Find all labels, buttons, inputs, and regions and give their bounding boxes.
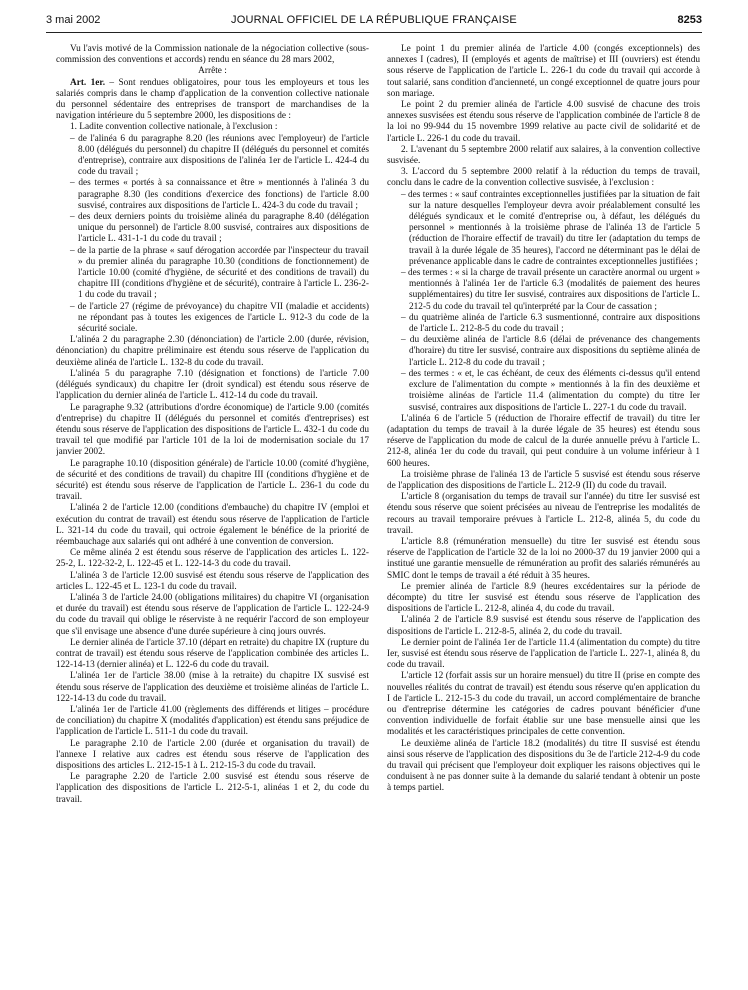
numbered-item: 1. Ladite convention collective nationale, à l'exclusion : bbox=[70, 122, 278, 133]
header-date: 3 mai 2002 bbox=[46, 14, 101, 26]
paragraph: Le premier alinéa de l'article 8.9 (heures excédentaires sur la période de décompte) du titre Ier susvisé est étendu sous réserve de l'application des dispositions de l'article L. 212-8, alinéa 4, du code du travail. bbox=[387, 581, 700, 615]
article-1 bbox=[56, 78, 369, 123]
right-column bbox=[387, 44, 700, 984]
paragraph: L'article 8.8 (rémunération mensuelle) du titre Ier susvisé est étendu sous réserve de l'application de l'article 32 de la loi no 2000-37 du 19 janvier 2000 qui a institué une garantie mensuelle de rémunération au profit des salariés rémunérés au SMIC dont le temps de travail a été réduit à 35 heures. bbox=[387, 536, 700, 581]
paragraph: Le dernier point de l'alinéa 1er de l'article 11.4 (alimentation du compte) du titre Ier, susvisé est étendu sous réserve de l'application de l'article L. 227-1, alinéa 8, du code du travail. bbox=[387, 637, 700, 671]
paragraph: L'alinéa 1er de l'article 41.00 (règlements des différends et litiges – procédure de conciliation) du chapitre X (modalités d'application) est étendu sans préjudice de l'application de l'article L. 511-1 du code du travail. bbox=[56, 704, 369, 738]
paragraph: Le paragraphe 10.10 (disposition générale) de l'article 10.00 (comité d'hygiène, de sécurité et des conditions de travail) du chapitre III (conditions d'hygiène et de sécurité) est étendu sous réserve de l'application de l'article L. 236-1 du code du travail. bbox=[56, 458, 369, 503]
paragraph: Le paragraphe 2.20 de l'article 2.00 susvisé est étendu sous réserve de l'application des dispositions de l'article L. 212-5-1, alinéas 1 et 2, du code du travail. bbox=[56, 772, 369, 805]
list-item: – du deuxième alinéa de l'article 8.6 (délai de prévenance des changements d'horaire) du titre Ier susvisé, contraire aux dispositions du septième alinéa de l'article L. 212-8 du code du travail ; bbox=[401, 335, 700, 368]
numbered-item: 2. L'avenant du 5 septembre 2000 relatif aux salaires, à la convention collective susvisée. bbox=[387, 144, 700, 167]
paragraph: L'alinéa 1er de l'article 38.00 (mise à la retraite) du chapitre IX susvisé est étendu sous réserve de l'application des deuxième et troisième alinéas de l'article L. 122-14-13 du code du travail. bbox=[56, 671, 369, 704]
paragraph: L'alinéa 2 de l'article 8.9 susvisé est étendu sous réserve de l'application des dispositions de l'article L. 212-8-5, alinéa 2, du code du travail. bbox=[387, 615, 700, 637]
paragraph: Le paragraphe 9.32 (attributions d'ordre économique) de l'article 9.00 (comités d'entreprise) du chapitre II (délégués du personnel et comités d'entreprises) est étendu sous réserve de l'application des dispositions de l'article L. 432-1 du code du travail tel que modifié par l'article 101 de la loi de modernisation sociale du 17 janvier 2002. bbox=[56, 402, 369, 458]
article-label: Art. 1er. bbox=[70, 77, 106, 88]
paragraph: L'article 8 (organisation du temps de travail sur l'année) du titre Ier susvisé est étendu sous réserve que soient précisées au niveau de l'entreprise les modalités de recours au travail temporaire prévues à l'article L. 212-8, alinéa 5, du code du travail. bbox=[387, 492, 700, 536]
paragraph: L'alinéa 3 de l'article 24.00 (obligations militaires) du chapitre VI (organisation et durée du travail) est étendu sous réserve de l'application de l'article L. 122-24-9 du code du travail qui oblige le réserviste à ne requérir l'accord de son employeur que s'il envisage une absence d'une durée supérieure à cinq jours ouvrés. bbox=[56, 592, 369, 637]
list-item: – du quatrième alinéa de l'article 6.3 susmentionné, contraire aux dispositions de l'article L. 212-8-5 du code du travail ; bbox=[401, 312, 700, 335]
list-item: – de l'alinéa 6 du paragraphe 8.20 (les réunions avec l'employeur) de l'article 8.00 (délégués du personnel) du chapitre II (délégués du personnel et comités d'entreprise), contraire aux dispositions de l'alinéa 1er de l'article L. 424-4 du code du travail ; bbox=[70, 133, 369, 178]
list-item: – de la partie de la phrase « sauf dérogation accordée par l'inspecteur du travail » du premier alinéa du paragraphe 10.30 (conditions de fonctionnement) de l'article 10.00 (comité d'hygiène, de sécurité et des conditions de travail) du chapitre III (conditions d'hygiène et de sécurité), contraire à l'article L. 236-2-1 du code du travail ; bbox=[70, 245, 369, 301]
paragraph: Le deuxième alinéa de l'article 18.2 (modalités) du titre II susvisé est étendu ainsi sous réserve de l'application des dispositions du 3e de l'article 212-4-9 du code du travail qui précisent que l'employeur doit expliquer les raisons objectives qui le conduisent à ne pas donner suite à la demande du salarié tendant à obtenir un poste à temps partiel. bbox=[387, 738, 700, 794]
list-item: – des termes : « si la charge de travail présente un caractère anormal ou urgent » mentionnés à l'alinéa 1er de l'article 6.3 (modalités de paiement des heures supplémentaires) du titre Ier susvisé, contraires aux dispositions de l'article L. 212-5 du code du travail tel qu'interprété par la Cour de cassation ; bbox=[401, 268, 700, 312]
paragraph: Ce même alinéa 2 est étendu sous réserve de l'application des articles L. 122-25-2, L. 122-32-2, L. 122-45 et L. 122-14-3 du code du travail. bbox=[56, 548, 369, 570]
list-item: – des termes : « sauf contraintes exceptionnelles justifiées par la situation de fait sur la nature desquelles l'employeur devra avoir préalablement consulté les délégués syndicaux et le comité d'entreprise ou, à défaut, les délégués du personnel » mentionnés à la troisième phrase de l'alinéa 13 de l'article 5 (réduction de l'horaire effectif de travail) du titre Ier (adaptation du temps de travail à la durée légale de 35 heures), l'accord ne déterminant pas le délai de prévenance applicable dans le cadre de contraintes exceptionnelles justifiées ; bbox=[401, 189, 700, 267]
header-title: JOURNAL OFFICIEL DE LA RÉPUBLIQUE FRANÇAISE bbox=[231, 14, 517, 26]
paragraph: L'alinéa 2 de l'article 12.00 (conditions d'embauche) du chapitre IV (emploi et exécution du contrat de travail) est étendu sous réserve de l'application de l'article L. 321-14 du code du travail, qui octroie également le bénéfice de la priorité de réembauchage aux salariés qui ont adhéré à une convention de conversion. bbox=[56, 503, 369, 547]
header-page-number: 8253 bbox=[677, 14, 702, 26]
numbered-item: 3. L'accord du 5 septembre 2000 relatif à la réduction du temps de travail, conclu dans le cadre de la convention collective susvisée, à l'exclusion : bbox=[387, 167, 700, 189]
paragraph: L'alinéa 3 de l'article 12.00 susvisé est étendu sous réserve de l'application des articles L. 122-45 et L. 123-1 du code du travail. bbox=[56, 570, 369, 592]
arrete-heading: Arrête : bbox=[198, 66, 227, 77]
paragraph: Le paragraphe 2.10 de l'article 2.00 (durée et organisation du travail) de l'annexe I relative aux cadres est étendu sous réserve de l'application des dispositions des articles L. 212-15-1 à L. 212-15-3 du code du travail. bbox=[56, 738, 369, 771]
paragraph: Vu l'avis motivé de la Commission nationale de la négociation collective (sous-commission des conventions et accords) rendu en séance du 28 mars 2002, bbox=[56, 44, 369, 66]
page-header bbox=[46, 14, 702, 33]
list-item: – des termes « portés à sa connaissance et être » mentionnés à l'alinéa 3 du paragraphe 8.30 (les conditions d'exercice des fonctions) de l'article 8.00 susvisé, contraires aux dispositions de l'article L. 424-3 du code du travail ; bbox=[70, 178, 369, 211]
list-item: – de l'article 27 (régime de prévoyance) du chapitre VII (maladie et accidents) ne répondant pas à toutes les exigences de l'article L. 912-3 du code de la sécurité sociale. bbox=[70, 301, 369, 335]
paragraph: L'article 12 (forfait assis sur un horaire mensuel) du titre II (prise en compte des nouvelles réalités du contrat de travail) est étendu sous réserve qu'en application du I de l'article L. 212-15-3 du code du travail, un accord complémentaire de branche ou d'entreprise détermine les catégories de cadres pouvant bénéficier d'une convention individuelle de forfait établie sur une base mensuelle ainsi que les modalités et les caractéristiques principales de cette convention. bbox=[387, 671, 700, 738]
list-item: – des termes : « et, le cas échéant, de ceux des éléments ci-dessus qu'il entend exclure de l'alimentation du compte » mentionnés à la fin des deuxième et troisième alinéas de l'article 11.4 (alimentation du compte) du titre Ier susvisé, contraires aux dispositions de l'article L. 227-1 du code du travail. bbox=[401, 368, 700, 413]
paragraph: Le point 1 du premier alinéa de l'article 4.00 (congés exceptionnels) des annexes I (cadres), II (employés et agents de maîtrise) et III (ouvriers) est étendu sous réserve de l'application de l'article L. 226-1 du code du travail qui accorde à tout salarié, sans condition d'ancienneté, un congé exceptionnel de quatre jours pour son mariage. bbox=[387, 44, 700, 99]
paragraph: L'alinéa 2 du paragraphe 2.30 (dénonciation) de l'article 2.00 (durée, révision, dénonciation) du chapitre préliminaire est étendu sous réserve de l'application du deuxième alinéa de l'article L. 132-8 du code du travail. bbox=[56, 335, 369, 368]
paragraph: La troisième phrase de l'alinéa 13 de l'article 5 susvisé est étendu sous réserve de l'application des dispositions de l'article L. 212-9 (II) du code du travail. bbox=[387, 469, 700, 491]
paragraph: L'alinéa 5 du paragraphe 7.10 (désignation et fonctions) de l'article 7.00 (délégués syndicaux) du chapitre Ier (droit syndical) est étendu sous réserve de l'application du dernier alinéa de l'article L. 412-14 du code du travail. bbox=[56, 368, 369, 402]
list-item: – des deux derniers points du troisième alinéa du paragraphe 8.40 (délégation unique du personnel) de l'article 8.00 susvisé, contraires aux dispositions de l'article L. 431-1-1 du code du travail ; bbox=[70, 212, 369, 245]
paragraph: Le point 2 du premier alinéa de l'article 4.00 susvisé de chacune des trois annexes susvisées est étendu sous réserve de l'application combinée de l'article 8 de la loi no 99-944 du 15 novembre 1999 relative au pacte civil de solidarité et de l'article L. 226-1 du code du travail. bbox=[387, 100, 700, 144]
left-column bbox=[56, 44, 369, 984]
paragraph: Le dernier alinéa de l'article 37.10 (départ en retraite) du chapitre IX (rupture du contrat de travail) est étendu sous réserve de l'application combinée des articles L. 122-14-13 (dernier alinéa) et L. 122-6 du code du travail. bbox=[56, 637, 369, 671]
paragraph: L'alinéa 6 de l'article 5 (réduction de l'horaire effectif de travail) du titre Ier (adaptation du temps de travail à la durée légale de 35 heures) est étendu sous réserve de l'application du mode de calcul de la durée annuelle prévu à l'article L. 212-8, alinéa 1er du code du travail, qui peut conduire à un volume inférieur à 1 600 heures. bbox=[387, 413, 700, 469]
article-text: – Sont rendues obligatoires, pour tous les employeurs et tous les salariés compris dans le champ d'application de la convention collective nationale du personnel sédentaire des entreprises de transport de marchandises de la navigation intérieure du 5 septembre 2000, les dispositions de : bbox=[56, 77, 369, 122]
